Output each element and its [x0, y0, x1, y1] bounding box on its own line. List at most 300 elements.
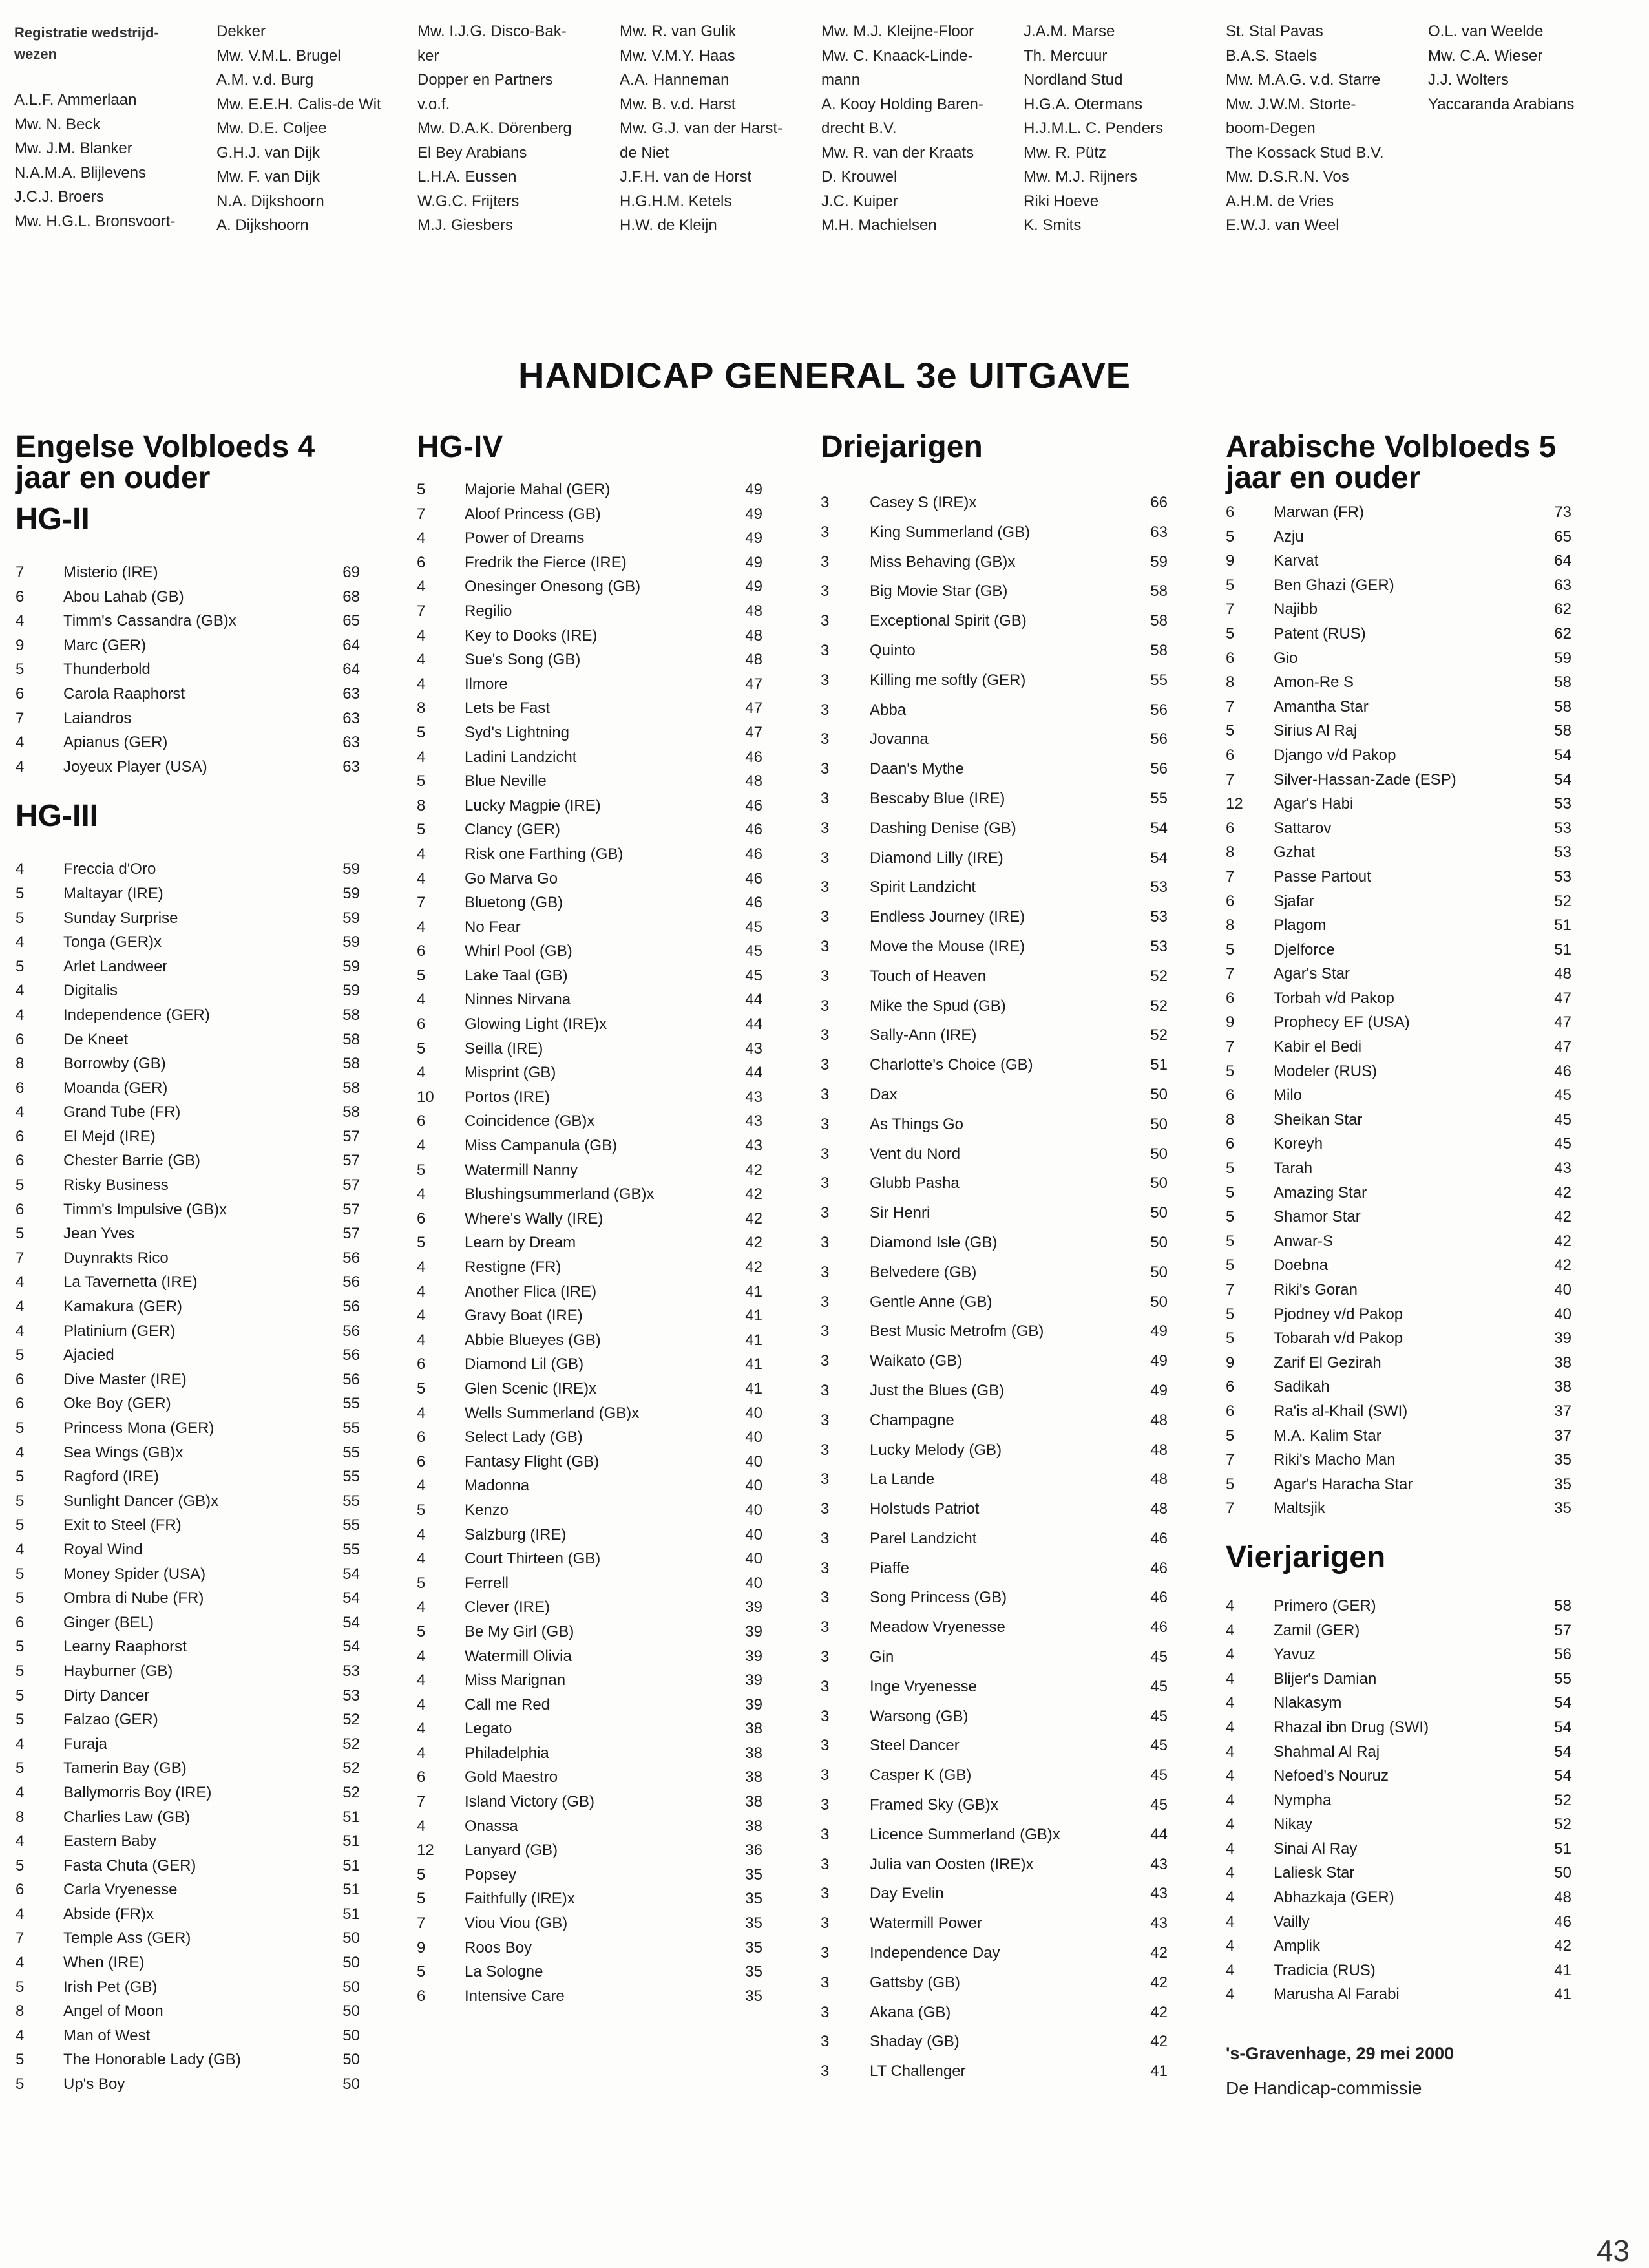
horse-age: 4 — [16, 734, 25, 752]
horse-row — [16, 2072, 360, 2097]
horse-name: Zarif El Gezirah — [1274, 1353, 1381, 1372]
horse-row — [821, 725, 1168, 754]
horse-name: Island Victory (GB) — [465, 1793, 594, 1811]
handicap-weight: 57 — [342, 1127, 360, 1145]
horse-row — [16, 1173, 360, 1198]
horse-age: 4 — [1226, 1767, 1235, 1785]
horse-age: 4 — [417, 869, 426, 887]
horse-age: 5 — [417, 1234, 426, 1252]
registration-name: Mw. F. van Dijk — [216, 168, 320, 185]
horse-name: Prophecy EF (USA) — [1274, 1013, 1410, 1032]
horse-age: 6 — [417, 1112, 426, 1130]
horse-row — [16, 1635, 360, 1659]
registration-name: L.H.A. Eussen — [417, 168, 517, 185]
registration-column-2 — [216, 19, 381, 238]
horse-age: 3 — [821, 1825, 830, 1843]
horse-age: 4 — [16, 1006, 25, 1024]
handicap-weight: 43 — [1150, 1914, 1168, 1933]
horse-name: Abside (FR)x — [63, 1905, 154, 1923]
horse-age: 3 — [821, 641, 830, 659]
horse-name: Gattsby (GB) — [870, 1973, 961, 1991]
handicap-weight: 53 — [1554, 867, 1571, 885]
registration-name: M.J. Giesbers — [417, 217, 514, 234]
horse-age: 7 — [16, 1929, 25, 1947]
horse-name: Ra'is al-Khail (SWI) — [1274, 1402, 1408, 1420]
handicap-weight: 41 — [745, 1282, 762, 1300]
handicap-weight: 58 — [342, 1079, 360, 1097]
registration-name: Dopper en Partners — [417, 71, 553, 89]
registration-block — [14, 19, 1617, 252]
horse-age: 5 — [16, 1686, 25, 1704]
horse-name: Plagom — [1274, 917, 1327, 935]
horse-name: Silver-Hassan-Zade (ESP) — [1274, 770, 1456, 789]
handicap-weight: 58 — [1150, 641, 1168, 659]
registration-name: Mw. G.J. van der Harst- — [620, 120, 783, 137]
handicap-weight: 35 — [1554, 1475, 1571, 1493]
horse-name: De Kneet — [63, 1030, 129, 1048]
handicap-weight: 48 — [1150, 1470, 1168, 1489]
horse-age: 3 — [821, 1411, 830, 1429]
horse-name: Marwan (FR) — [1274, 503, 1365, 521]
horse-name: Najibb — [1274, 600, 1318, 619]
handicap-weight: 46 — [745, 748, 762, 766]
horse-row — [1226, 865, 1571, 889]
horse-age: 3 — [821, 1174, 830, 1192]
horse-name: Piaffe — [870, 1559, 909, 1577]
horse-row — [417, 1595, 762, 1620]
horse-name: Timm's Cassandra (GB)x — [63, 612, 236, 630]
horse-age: 3 — [821, 1026, 830, 1044]
handicap-weight: 52 — [1150, 1026, 1168, 1044]
horse-age: 5 — [16, 1516, 25, 1534]
horse-row — [16, 1999, 360, 2024]
horse-row — [1226, 549, 1571, 573]
handicap-weight: 50 — [1150, 1115, 1168, 1133]
registration-name: Mw. R. van der Kraats — [821, 143, 974, 162]
horse-name: Move the Mouse (IRE) — [870, 937, 1025, 955]
handicap-weight: 40 — [745, 1550, 762, 1568]
horse-age: 4 — [16, 758, 25, 776]
closing-committee: De Handicap-commissie — [1226, 2078, 1422, 2099]
handicap-weight: 55 — [342, 1492, 360, 1510]
horse-name: Blue Neville — [465, 772, 547, 790]
horse-age: 5 — [16, 2051, 25, 2069]
horse-name: Ballymorris Boy (IRE) — [63, 1783, 212, 1801]
horse-age: 5 — [1226, 1475, 1235, 1493]
horse-age: 5 — [417, 481, 426, 498]
registration-name: Mw. R. Pütz — [1024, 143, 1107, 162]
horse-age: 4 — [16, 612, 25, 630]
horse-row — [1226, 1496, 1571, 1521]
handicap-weight: 55 — [1150, 671, 1168, 689]
handicap-weight: 38 — [1554, 1353, 1571, 1372]
horse-age: 3 — [821, 494, 830, 511]
registration-list — [14, 88, 208, 233]
horse-age: 3 — [821, 760, 830, 778]
horse-row — [1226, 1910, 1571, 1934]
horse-name: Tarah — [1274, 1160, 1313, 1178]
handicap-weight: 52 — [1554, 1791, 1571, 1809]
horse-row — [417, 1863, 762, 1887]
horse-age: 5 — [1226, 1208, 1235, 1226]
horse-age: 6 — [417, 1452, 426, 1470]
registration-name: J.A.M. Marse — [1024, 23, 1115, 40]
registration-name: mann — [821, 71, 861, 89]
horse-name: Lets be Fast — [465, 699, 551, 717]
horse-row — [1226, 1958, 1571, 1983]
horse-row — [821, 1169, 1168, 1198]
horse-age: 5 — [16, 1856, 25, 1874]
horse-age: 5 — [417, 1161, 426, 1179]
horse-row — [1226, 622, 1571, 646]
horse-row — [1226, 1181, 1571, 1205]
horse-name: Timm's Impulsive (GB)x — [63, 1200, 227, 1218]
horse-row — [417, 915, 762, 940]
horse-row — [16, 1781, 360, 1805]
horse-row — [821, 1406, 1168, 1436]
horse-name: Misterio (IRE) — [63, 564, 158, 581]
horse-name: Grand Tube (FR) — [63, 1103, 181, 1121]
horse-row — [417, 1304, 762, 1328]
horse-age: 7 — [417, 505, 426, 523]
handicap-weight: 43 — [1150, 1885, 1168, 1903]
horse-name: Philadelphia — [465, 1744, 549, 1762]
horse-row — [821, 577, 1168, 606]
horse-name: Shamor Star — [1274, 1208, 1361, 1226]
handicap-weight: 36 — [745, 1841, 762, 1860]
horse-name: Nefoed's Nouruz — [1274, 1767, 1389, 1785]
horse-age: 7 — [1226, 1038, 1235, 1056]
horse-row — [1226, 816, 1571, 841]
horse-name: Shaday (GB) — [870, 2033, 960, 2051]
horse-row — [417, 721, 762, 745]
handicap-weight: 42 — [745, 1161, 762, 1179]
horse-row — [16, 1270, 360, 1295]
horse-row — [821, 1554, 1168, 1584]
horse-name: Abou Lahab (GB) — [63, 588, 184, 606]
registration-column-5 — [821, 19, 983, 238]
horse-row — [16, 1343, 360, 1368]
horse-row — [821, 1642, 1168, 1672]
horse-name: Sheikan Star — [1274, 1110, 1363, 1129]
horse-age: 4 — [417, 1282, 426, 1300]
horse-row — [16, 1489, 360, 1514]
handicap-weight: 58 — [342, 1006, 360, 1024]
horse-age: 4 — [417, 1671, 426, 1690]
registration-name: Mw. E.E.H. Calis-de Wit — [216, 95, 381, 113]
handicap-weight: 58 — [342, 1055, 360, 1073]
horse-row — [1226, 500, 1571, 525]
registration-column-6 — [1024, 19, 1163, 238]
horse-name: Glen Scenic (IRE)x — [465, 1379, 597, 1397]
handicap-weight: 38 — [745, 1768, 762, 1786]
horse-name: Moanda (GER) — [63, 1079, 168, 1097]
handicap-weight: 42 — [1554, 1183, 1571, 1202]
horse-row — [417, 1377, 762, 1401]
registration-name: Mw. M.A.G. v.d. Starre — [1226, 71, 1381, 89]
horse-name: Sirius Al Raj — [1274, 722, 1358, 740]
registration-name: drecht B.V. — [821, 120, 897, 137]
horse-name: Patent (RUS) — [1274, 624, 1366, 642]
horse-row — [417, 672, 762, 697]
horse-row — [1226, 1156, 1571, 1181]
driejarigen-list — [821, 488, 1168, 2086]
horse-row — [821, 666, 1168, 695]
horse-age: 4 — [16, 1783, 25, 1801]
handicap-weight: 50 — [1150, 1263, 1168, 1281]
handicap-weight: 58 — [342, 1030, 360, 1048]
horse-row — [1226, 597, 1571, 622]
handicap-weight: 45 — [1150, 1648, 1168, 1666]
handicap-weight: 49 — [1150, 1352, 1168, 1370]
horse-row — [16, 1902, 360, 1927]
handicap-weight: 45 — [1150, 1737, 1168, 1755]
registration-column-8 — [1428, 19, 1574, 116]
horse-row — [417, 648, 762, 672]
horse-age: 6 — [417, 942, 426, 960]
horse-row — [16, 1732, 360, 1757]
horse-name: Gin — [870, 1648, 894, 1666]
handicap-weight: 59 — [342, 909, 360, 927]
horse-row — [16, 930, 360, 955]
horse-row — [821, 962, 1168, 991]
horse-row — [417, 1037, 762, 1061]
registration-name: Mw. C.A. Wieser — [1428, 47, 1543, 65]
horse-age: 4 — [417, 675, 426, 693]
handicap-weight: 39 — [745, 1647, 762, 1665]
handicap-weight: 39 — [745, 1671, 762, 1690]
horse-name: Sue's Song (GB) — [465, 651, 581, 669]
horse-row — [821, 784, 1168, 814]
horse-name: Another Flica (IRE) — [465, 1282, 597, 1300]
horse-age: 3 — [821, 2062, 830, 2081]
registration-list — [417, 19, 572, 238]
horse-row — [417, 1134, 762, 1158]
hg4-list — [417, 478, 762, 2008]
registration-name: G.H.J. van Dijk — [216, 143, 320, 162]
horse-row — [16, 1854, 360, 1878]
handicap-weight: 65 — [342, 612, 360, 630]
registration-name: Mw. R. van Gulik — [620, 23, 737, 40]
horse-row — [16, 1198, 360, 1222]
horse-name: Faithfully (IRE)x — [465, 1890, 575, 1908]
handicap-weight: 50 — [342, 2075, 360, 2093]
horse-age: 5 — [1226, 576, 1235, 594]
horse-age: 5 — [16, 1662, 25, 1680]
handicap-weight: 56 — [1150, 701, 1168, 719]
horse-age: 4 — [417, 1404, 426, 1422]
horse-name: Majorie Mahal (GER) — [465, 481, 611, 498]
handicap-weight: 65 — [1554, 527, 1571, 546]
handicap-weight: 51 — [1554, 917, 1571, 935]
horse-age: 8 — [16, 2002, 25, 2020]
horse-age: 3 — [821, 1914, 830, 1933]
horse-name: El Mejd (IRE) — [63, 1127, 156, 1145]
horse-name: Money Spider (USA) — [63, 1565, 206, 1583]
horse-row — [16, 1951, 360, 1975]
horse-name: Djelforce — [1274, 940, 1335, 959]
horse-row — [417, 551, 762, 575]
handicap-weight: 57 — [1554, 1621, 1571, 1639]
handicap-weight: 48 — [1150, 1411, 1168, 1429]
horse-age: 3 — [821, 878, 830, 896]
horse-name: Risk one Farthing (GB) — [465, 845, 624, 863]
horse-name: Song Princess (GB) — [870, 1589, 1007, 1607]
horse-name: Gold Maestro — [465, 1768, 558, 1786]
handicap-weight: 53 — [342, 1662, 360, 1680]
handicap-weight: 66 — [1150, 494, 1168, 511]
horse-age: 8 — [16, 1055, 25, 1073]
horse-age: 3 — [821, 1766, 830, 1785]
horse-age: 4 — [417, 991, 426, 1009]
handicap-weight: 46 — [745, 796, 762, 814]
registration-name: Mw. C. Knaack-Linde- — [821, 47, 973, 65]
subsection-title-vierjarigen: Vierjarigen — [1226, 1540, 1386, 1574]
horse-row — [417, 624, 762, 648]
horse-age: 4 — [16, 1954, 25, 1972]
horse-row — [821, 1761, 1168, 1790]
horse-row — [821, 2027, 1168, 2057]
horse-name: Julia van Oosten (IRE)x — [870, 1855, 1034, 1873]
horse-name: Nikay — [1274, 1816, 1313, 1834]
horse-age: 7 — [1226, 697, 1235, 715]
registration-name: de Niet — [620, 143, 669, 162]
column-hg4 — [417, 432, 762, 2008]
horse-row — [1226, 840, 1571, 865]
horse-name: Irish Pet (GB) — [63, 1978, 158, 1996]
horse-age: 7 — [1226, 1500, 1235, 1518]
horse-row — [16, 1513, 360, 1538]
registration-name: Dekker — [216, 23, 266, 40]
horse-age: 3 — [821, 1352, 830, 1370]
horse-age: 7 — [1226, 965, 1235, 983]
horse-age: 6 — [417, 1015, 426, 1033]
horse-row — [1226, 1132, 1571, 1156]
horse-age: 6 — [417, 1768, 426, 1786]
horse-age: 3 — [821, 730, 830, 748]
registration-name: W.G.C. Frijters — [417, 192, 520, 210]
horse-name: Fantasy Flight (GB) — [465, 1452, 600, 1470]
horse-age: 3 — [821, 1796, 830, 1814]
horse-row — [821, 843, 1168, 873]
horse-name: Tobarah v/d Pakop — [1274, 1330, 1403, 1348]
horse-row — [1226, 1472, 1571, 1497]
horse-name: Kamakura (GER) — [63, 1298, 183, 1316]
handicap-weight: 54 — [1554, 1767, 1571, 1785]
handicap-weight: 50 — [1554, 1864, 1571, 1882]
handicap-weight: 51 — [342, 1832, 360, 1850]
horse-name: Casper K (GB) — [870, 1766, 972, 1785]
horse-row — [1226, 1594, 1571, 1618]
handicap-weight: 55 — [342, 1516, 360, 1534]
horse-row — [821, 902, 1168, 932]
registration-name: Mw. N. Beck — [14, 115, 101, 133]
horse-name: The Honorable Lady (GB) — [63, 2051, 241, 2069]
handicap-weight: 42 — [1150, 1973, 1168, 1991]
handicap-weight: 38 — [745, 1817, 762, 1835]
horse-row — [821, 1702, 1168, 1732]
handicap-weight: 51 — [1554, 940, 1571, 959]
horse-name: Duynrakts Rico — [63, 1249, 169, 1267]
horse-name: Touch of Heaven — [870, 967, 987, 985]
horse-row — [821, 606, 1168, 636]
handicap-weight: 43 — [745, 1137, 762, 1155]
horse-age: 6 — [1226, 649, 1235, 667]
horse-row — [16, 1441, 360, 1465]
horse-row — [417, 818, 762, 842]
horse-name: Lucky Melody (GB) — [870, 1441, 1002, 1459]
handicap-weight: 45 — [1554, 1135, 1571, 1153]
horse-name: Popsey — [465, 1865, 517, 1883]
horse-row — [417, 1911, 762, 1936]
horse-name: Vailly — [1274, 1913, 1310, 1931]
horse-row — [417, 1182, 762, 1207]
horse-name: Day Evelin — [870, 1885, 944, 1903]
horse-name: Glubb Pasha — [870, 1174, 960, 1192]
horse-name: Blushingsummerland (GB)x — [465, 1185, 655, 1203]
horse-name: Yavuz — [1274, 1646, 1316, 1664]
registration-list — [1428, 19, 1574, 116]
horse-row — [16, 1100, 360, 1125]
main-title: HANDICAP GENERAL 3e UITGAVE — [518, 355, 1131, 396]
horse-name: Amon-Re S — [1274, 673, 1354, 692]
horse-age: 5 — [16, 909, 25, 927]
handicap-weight: 41 — [745, 1355, 762, 1373]
horse-row — [821, 1583, 1168, 1613]
handicap-weight: 68 — [342, 588, 360, 606]
horse-row — [417, 867, 762, 891]
horse-row — [1226, 962, 1571, 986]
horse-row — [16, 1222, 360, 1246]
handicap-weight: 63 — [342, 758, 360, 776]
handicap-weight: 52 — [342, 1759, 360, 1777]
handicap-weight: 46 — [1150, 1529, 1168, 1547]
horse-row — [16, 1295, 360, 1319]
horse-row — [16, 955, 360, 979]
handicap-weight: 52 — [1554, 1816, 1571, 1834]
horse-age: 4 — [1226, 1646, 1235, 1664]
horse-age: 4 — [1226, 1889, 1235, 1907]
horse-name: Bluetong (GB) — [465, 894, 563, 912]
registration-title-line: Registratie wedstrijd- — [14, 25, 159, 41]
horse-name: Parel Landzicht — [870, 1529, 977, 1547]
registration-name: H.G.H.M. Ketels — [620, 192, 732, 210]
handicap-weight: 47 — [745, 675, 762, 693]
handicap-weight: 41 — [1554, 1986, 1571, 2004]
horse-row — [821, 1731, 1168, 1761]
horse-name: Waikato (GB) — [870, 1352, 963, 1370]
horse-name: Select Lady (GB) — [465, 1428, 583, 1447]
horse-row — [16, 1586, 360, 1611]
handicap-weight: 42 — [1150, 2033, 1168, 2051]
horse-row — [821, 1228, 1168, 1258]
horse-row — [16, 1756, 360, 1781]
horse-row — [16, 1392, 360, 1416]
handicap-weight: 56 — [342, 1273, 360, 1291]
horse-row — [1226, 525, 1571, 549]
horse-age: 7 — [417, 894, 426, 912]
horse-age: 5 — [16, 1346, 25, 1364]
horse-row — [1226, 695, 1571, 719]
horse-name: Lucky Magpie (IRE) — [465, 796, 601, 814]
horse-age: 5 — [1226, 1232, 1235, 1250]
handicap-weight: 50 — [1150, 1233, 1168, 1251]
subsection-title-hg2: HG-II — [16, 502, 90, 536]
horse-row — [16, 1684, 360, 1708]
horse-name: Diamond Lil (GB) — [465, 1355, 584, 1373]
horse-name: Fredrik the Fierce (IRE) — [465, 553, 627, 571]
handicap-weight: 47 — [745, 699, 762, 717]
